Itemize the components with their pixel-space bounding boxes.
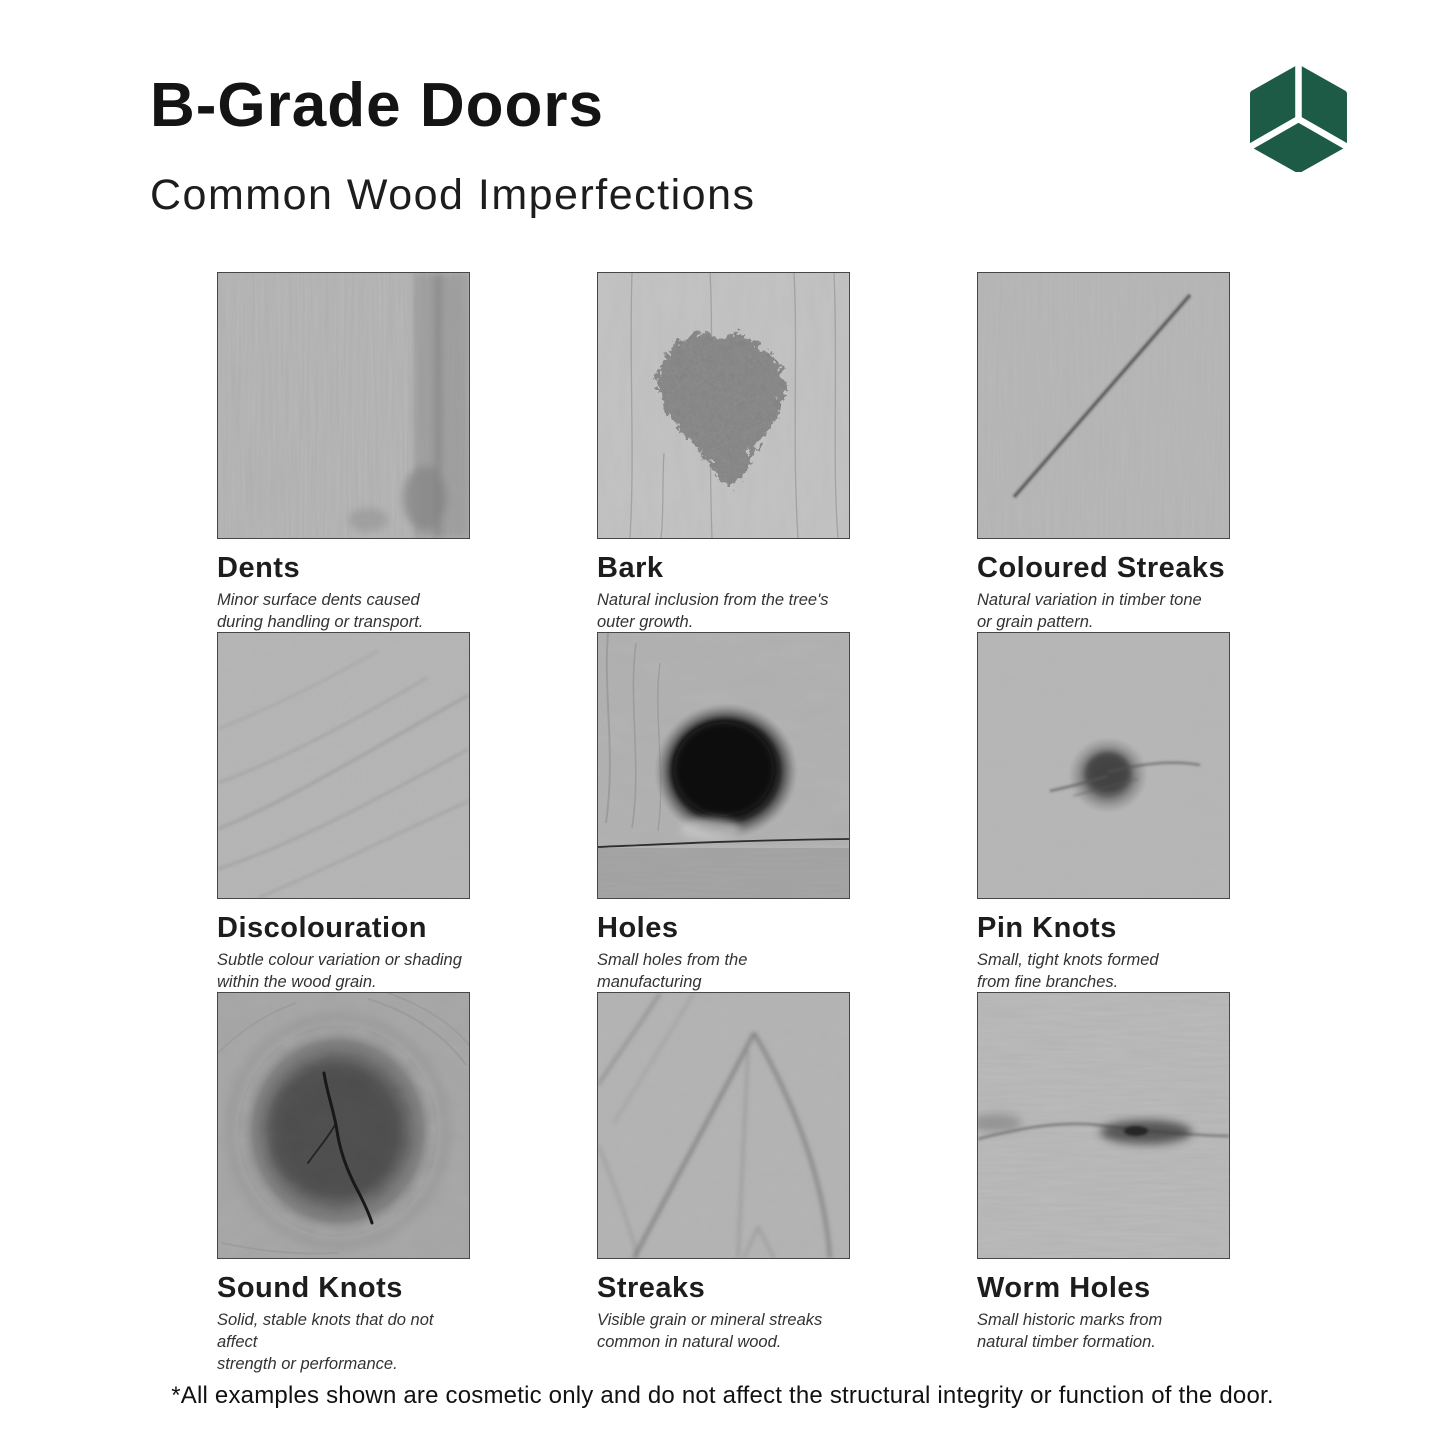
page-title: B-Grade Doors xyxy=(150,71,604,140)
card-sound-knots xyxy=(217,992,470,1373)
coloured-streaks-sample-image xyxy=(977,272,1230,539)
card-coloured-streaks xyxy=(977,272,1230,632)
page-header xyxy=(150,70,756,220)
imperfection-grid xyxy=(217,272,1230,1373)
card-title: Discolouration xyxy=(217,912,428,944)
card-pin-knots xyxy=(977,632,1230,992)
card-worm-holes xyxy=(977,992,1230,1351)
card-title: Coloured Streaks xyxy=(977,552,1226,584)
card-description: Visible grain or mineral streaks common in natural wood. xyxy=(597,1311,823,1351)
card-title: Streaks xyxy=(597,1272,706,1304)
discolouration-sample-image xyxy=(217,632,470,899)
card-description: Minor surface dents caused during handling or transport. xyxy=(217,591,424,631)
streaks-sample-image xyxy=(597,992,850,1259)
brand-logo xyxy=(1250,64,1347,170)
card-title: Holes xyxy=(597,912,679,944)
footnote: *All examples shown are cosmetic only and do not affect the structural integrity or function of the door. xyxy=(171,1382,1274,1409)
cube-hexagon-logo-icon xyxy=(1250,64,1347,172)
page-subtitle: Common Wood Imperfections xyxy=(150,171,756,219)
worm-holes-sample-image xyxy=(977,992,1230,1259)
pin-knots-sample-image xyxy=(977,632,1230,899)
sound-knots-sample-image xyxy=(217,992,470,1259)
card-holes xyxy=(597,632,850,992)
bark-sample-image xyxy=(597,272,850,539)
card-title: Pin Knots xyxy=(977,912,1117,944)
card-description: Solid, stable knots that do not affect strength or performance. xyxy=(217,1311,434,1373)
card-bark xyxy=(597,272,850,632)
card-title: Dents xyxy=(217,552,301,584)
card-title: Sound Knots xyxy=(217,1272,403,1304)
card-title: Bark xyxy=(597,552,664,584)
card-dents xyxy=(217,272,470,632)
card-description: Small, tight knots formed from fine branches. xyxy=(977,951,1159,991)
card-streaks xyxy=(597,992,850,1351)
card-discolouration xyxy=(217,632,470,992)
holes-sample-image xyxy=(597,632,850,899)
card-description: Small holes from the manufacturing xyxy=(597,951,748,991)
card-description: Small historic marks from natural timber formation. xyxy=(977,1311,1163,1351)
card-description: Natural inclusion from the tree's outer growth. xyxy=(597,591,829,631)
dents-sample-image xyxy=(217,272,470,539)
card-title: Worm Holes xyxy=(977,1272,1151,1304)
card-description: Subtle colour variation or shading within the wood grain. xyxy=(217,951,462,991)
card-description: Natural variation in timber tone or grain pattern. xyxy=(977,591,1202,631)
